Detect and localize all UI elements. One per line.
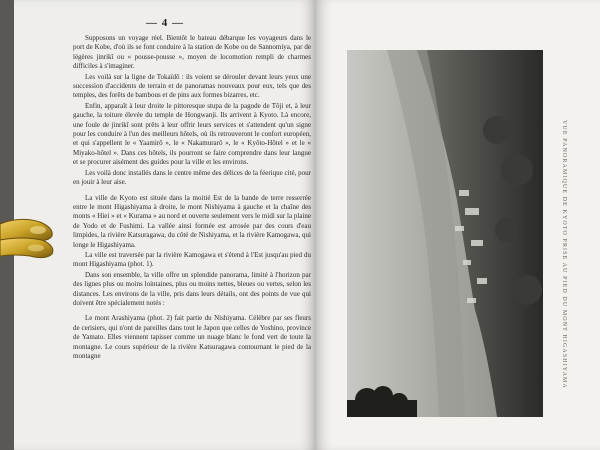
paragraph: Dans son ensemble, la ville offre un splendide panorama, limité à l'horizon par des lignes plus ou moins lointaines, plus ou moins nettes, bleues ou vertes, selon les distances. Les environs de la ville, pris dans leurs détails, ont des points de vue qui doivent être spécialement notés : [73,270,311,307]
paragraph: Le mont Arashiyama (phot. 2) fait partie du Nishiyama. Célèbre par ses fleurs de cerisiers, qui n'ont de pareilles dans tout le Japon que celles de Yoshino, province de Yamato. Elles viennent tapisser comme un nuage blanc le fond vert de toute la montagne. Le cours supérieur de la rivière Katsuragawa contournant le pied de la montagne [73,314,311,360]
body-text [73,34,311,362]
paragraph: Supposons un voyage réel. Bientôt le bateau débarque les voyageurs dans le port de Kobe, d'où ils se font conduire à la station de Kobe ou de Sannomiya, par de légères jinrikî ou « pousse-pousse », moyen de locomotion rempli de charmes difficiles à s'imaginer. [73,34,311,71]
paragraph: Les voilà donc installés dans le centre même des délices de la féerique cité, pour en jouir à leur aise. [73,168,311,187]
paragraph: Les voilà sur la ligne de Tokaïdô : ils voient se dérouler devant leurs yeux une succession d'accidents de terrain et de panoramas nouveaux pour eux, tels que des temples, des forêts de bambous et de pins aux formes bizarres, etc. [73,72,311,100]
paragraph: La ville de Kyoto est située dans la moitié Est de la bande de terre resserrée entre le mont Higashiyama à droite, le mont Nishiyama à gauche et la chaîne des monts « Hiei » et « Kurama » au nord et ouverte seulement vers le midi sur la plaine de Yodo et de Fushimi. La vallée ainsi formée est arrosée par des cours d'eau limpides, la rivière Katsuragawa, du côté de Nishiyama, et la rivière Kamogawa, qui longe le Higashiyama. [73,193,311,249]
paragraph: Enfin, apparaît à leur droite le pittoresque stupa de la pagode de Tôji et, à leur gauche, la toiture élevée du temple de Hongwanji. Ils arrivent à Kyoto. Là encore, une foule de jinrikî sont prêts à leur offrir leurs services et s'attendent qu'un signe pour les conduire à l'un des meilleurs hôtels, où ils retrouveront le confort européen, et qui s'appellent le « Yaamirô », le « Nakamurarô », le « Kyôto-Hôtel » et le « Miyako-hôtel ». Dans ces hôtels, ils pourront se faire comprendre dans leur langue et se procurer aisément des guides pour la ville et les environs. [73,101,311,167]
paragraph: La ville est traversée par la rivière Kamogawa et s'étend à l'Est jusqu'au pied du mont Higashiyama (phot. 1). [73,250,311,269]
binder-clip-icon [0,210,58,268]
page-number: — 4 — [146,17,184,29]
left-page [14,0,316,450]
panorama-photo [347,50,543,417]
photo-caption: VUE PANORAMIQUE DE KYOTO PRISE AU PIED DU MONT HIGASHIYAMA [561,120,567,389]
